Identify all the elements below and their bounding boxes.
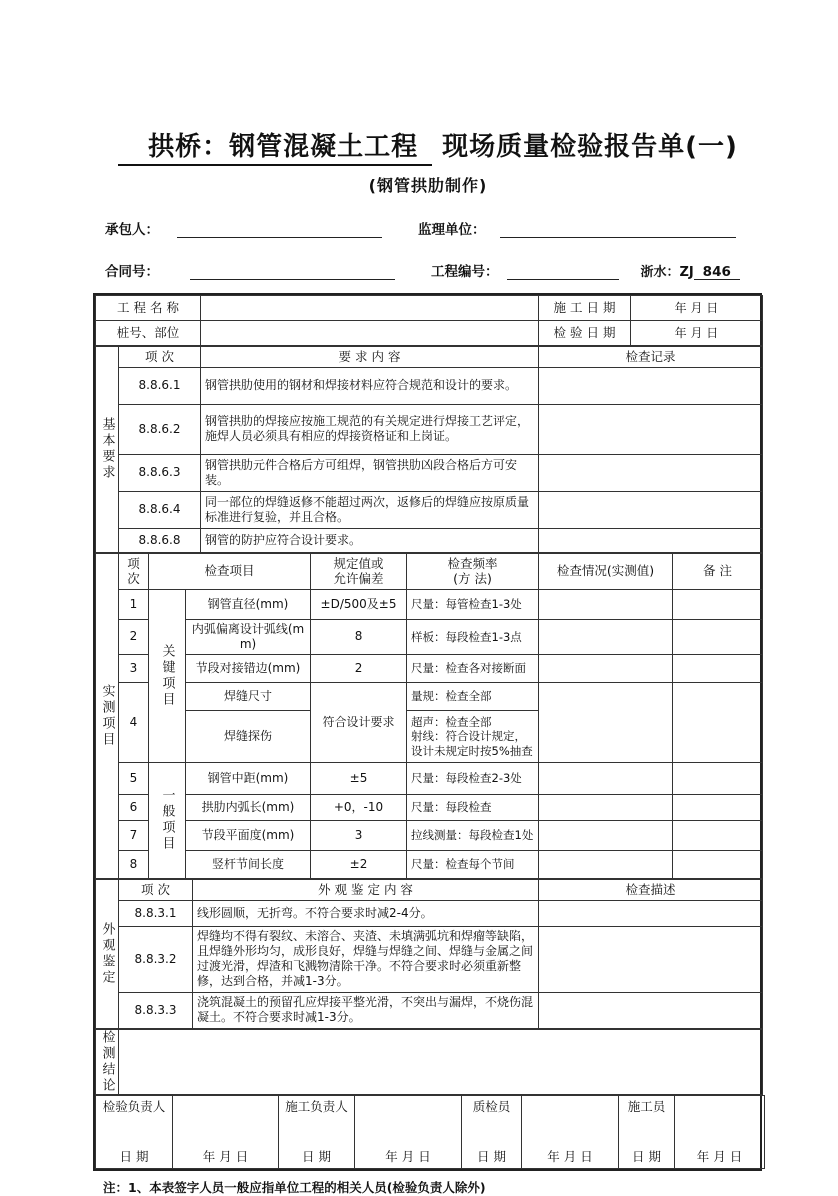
basic-section-label: 基本要求 xyxy=(96,347,119,553)
supervisor-input[interactable] xyxy=(500,222,736,238)
measure-result-cell[interactable] xyxy=(539,654,673,682)
project-no-label: 工程编号： xyxy=(431,264,499,280)
measure-item-no: 6 xyxy=(119,794,149,820)
construction-date-label: 施 工 日 期 xyxy=(539,296,631,321)
construction-date-cell[interactable]: 年 月 日 xyxy=(631,296,763,321)
appearance-header-item: 项 次 xyxy=(119,879,193,900)
footnote: 注：1、本表签字人员一般应指单位工程的相关人员(检验负责人除外) xyxy=(103,1179,486,1195)
measure-spec: 符合设计要求 xyxy=(311,682,407,762)
appearance-desc-cell[interactable] xyxy=(539,900,763,926)
measure-remark-cell[interactable] xyxy=(673,762,763,794)
appearance-table xyxy=(95,879,763,1029)
form-code-value: 846 xyxy=(694,264,740,280)
title-report-name: 现场质量检验报告单(一) xyxy=(442,132,738,162)
measure-spec: 8 xyxy=(311,619,407,654)
sign-inspection-leader-date[interactable]: 年 月 日 xyxy=(173,1095,279,1168)
contractor-label: 承包人： xyxy=(105,222,159,238)
basic-row xyxy=(96,367,763,404)
basic-item-no: 8.8.6.2 xyxy=(119,404,201,454)
measure-check-item: 内弧偏离设计弧线(mm) xyxy=(186,619,311,654)
measure-remark-cell[interactable] xyxy=(673,589,763,619)
measure-remark-cell[interactable] xyxy=(673,682,763,762)
measure-header-item-no: 项次 xyxy=(119,553,149,589)
inspection-date-cell[interactable]: 年 月 日 xyxy=(631,321,763,346)
measure-freq: 尺量：检查每个节间 xyxy=(407,850,539,878)
measure-row xyxy=(96,794,763,820)
form-code-label: 浙水：ZJ xyxy=(640,265,694,280)
appearance-section-label: 外观鉴定 xyxy=(96,879,119,1028)
measure-result-cell[interactable] xyxy=(539,850,673,878)
measure-section-label: 实测项目 xyxy=(96,553,119,878)
appearance-content: 浇筑混凝土的预留孔应焊接平整光滑，不突出与漏焊，不烧伤混凝土。不符合要求时减1-3分。 xyxy=(193,992,539,1028)
pile-cell[interactable] xyxy=(201,321,539,346)
contract-no-label: 合同号： xyxy=(105,264,159,280)
signature-table xyxy=(95,1095,765,1169)
project-name-cell[interactable] xyxy=(201,296,539,321)
measured-items-table xyxy=(95,553,763,879)
basic-header-content: 要 求 内 容 xyxy=(201,347,539,368)
appearance-content: 焊缝均不得有裂纹、未溶合、夹渣、未填满弧坑和焊瘤等缺陷，且焊缝外形均匀，成形良好，焊缝与焊缝之间、焊缝与金属之间过渡光滑，焊渣和飞溅物清除干净。不符合要求时必须重新整修，达到合格，并减1-3分。 xyxy=(193,926,539,992)
measure-spec: 3 xyxy=(311,820,407,850)
measure-remark-cell[interactable] xyxy=(673,794,763,820)
measure-item-no: 4 xyxy=(119,682,149,762)
general-items-group-label: 一般项目 xyxy=(149,762,186,878)
appearance-header-desc: 检查描述 xyxy=(539,879,763,900)
conclusion-section-label: 检测结论 xyxy=(96,1029,119,1094)
measure-spec: 2 xyxy=(311,654,407,682)
basic-requirement-text: 钢管拱肋元件合格后方可组焊，钢管拱肋凶段合格后方可安装。 xyxy=(201,454,539,491)
basic-record-cell[interactable] xyxy=(539,404,763,454)
measure-freq: 样板：每段检查1-3点 xyxy=(407,619,539,654)
sign-construction-leader: 施工负责人 日 期 xyxy=(279,1095,355,1168)
measure-remark-cell[interactable] xyxy=(673,619,763,654)
measure-header-spec: 规定值或 允许偏差 xyxy=(311,553,407,589)
measure-header-freq: 检查频率 (方 法) xyxy=(407,553,539,589)
contractor-input[interactable] xyxy=(177,222,382,238)
measure-result-cell[interactable] xyxy=(539,794,673,820)
basic-requirement-text: 钢管拱肋的焊接应按施工规范的有关规定进行焊接工艺评定，施焊人员必须具有相应的焊接资格证和上岗证。 xyxy=(201,404,539,454)
measure-row xyxy=(96,619,763,654)
appearance-header-content: 外 观 鉴 定 内 容 xyxy=(193,879,539,900)
measure-freq: 尺量：每段检查2-3处 xyxy=(407,762,539,794)
basic-record-cell[interactable] xyxy=(539,491,763,528)
field-row-2 xyxy=(93,260,763,280)
measure-spec: ±2 xyxy=(311,850,407,878)
measure-spec: ±5 xyxy=(311,762,407,794)
basic-item-no: 8.8.6.8 xyxy=(119,528,201,552)
basic-record-cell[interactable] xyxy=(539,367,763,404)
page-title xyxy=(93,126,763,163)
basic-requirement-text: 钢管拱肋使用的钢材和焊接材料应符合规范和设计的要求。 xyxy=(201,367,539,404)
basic-requirements-table xyxy=(95,346,763,553)
pile-label: 桩号、部位 xyxy=(96,321,201,346)
measure-freq: 量规：检查全部 xyxy=(407,682,539,710)
measure-header-check-item: 检查项目 xyxy=(149,553,311,589)
measure-check-item: 钢管直径(mm) xyxy=(186,589,311,619)
appearance-row xyxy=(96,992,763,1028)
appearance-item-no: 8.8.3.1 xyxy=(119,900,193,926)
measure-header-result: 检查情况(实测值) xyxy=(539,553,673,589)
basic-row xyxy=(96,528,763,552)
measure-spec: ±D/500及±5 xyxy=(311,589,407,619)
sign-quality-inspector: 质检员 日 期 xyxy=(462,1095,522,1168)
measure-check-item: 拱肋内弧长(mm) xyxy=(186,794,311,820)
measure-freq: 尺量：每段检查 xyxy=(407,794,539,820)
appearance-row xyxy=(96,900,763,926)
appearance-desc-cell[interactable] xyxy=(539,926,763,992)
sign-construction-leader-date[interactable]: 年 月 日 xyxy=(355,1095,462,1168)
basic-requirement-text: 同一部位的焊缝返修不能超过两次，返修后的焊缝应按原质量标准进行复验，并且合格。 xyxy=(201,491,539,528)
basic-row xyxy=(96,491,763,528)
measure-freq: 超声：检查全部 射线：符合设计规定，设计未规定时按5%抽查 xyxy=(407,710,539,762)
contract-no-input[interactable] xyxy=(190,264,395,280)
key-items-group-label: 关键项目 xyxy=(149,589,186,762)
measure-item-no: 1 xyxy=(119,589,149,619)
measure-item-no: 7 xyxy=(119,820,149,850)
measure-result-cell[interactable] xyxy=(539,762,673,794)
appearance-item-no: 8.8.3.2 xyxy=(119,926,193,992)
measure-remark-cell[interactable] xyxy=(673,820,763,850)
basic-item-no: 8.8.6.3 xyxy=(119,454,201,491)
conclusion-table xyxy=(95,1029,763,1095)
basic-row xyxy=(96,454,763,491)
appearance-desc-cell[interactable] xyxy=(539,992,763,1028)
basic-item-no: 8.8.6.4 xyxy=(119,491,201,528)
appearance-row xyxy=(96,926,763,992)
measure-result-cell[interactable] xyxy=(539,619,673,654)
measure-result-cell[interactable] xyxy=(539,589,673,619)
measure-freq: 尺量：每管检查1-3处 xyxy=(407,589,539,619)
inspection-date-label: 检 验 日 期 xyxy=(539,321,631,346)
basic-requirement-text: 钢管的防护应符合设计要求。 xyxy=(201,528,539,552)
measure-freq: 尺量：检查各对接断面 xyxy=(407,654,539,682)
basic-record-cell[interactable] xyxy=(539,528,763,552)
measure-spec: +0，-10 xyxy=(311,794,407,820)
measure-item-no: 8 xyxy=(119,850,149,878)
measure-row xyxy=(96,682,763,710)
measure-header-remark: 备 注 xyxy=(673,553,763,589)
measure-check-item: 节段平面度(mm) xyxy=(186,820,311,850)
supervisor-label: 监理单位： xyxy=(418,222,486,238)
basic-item-no: 8.8.6.1 xyxy=(119,367,201,404)
measure-row xyxy=(96,654,763,682)
basic-record-cell[interactable] xyxy=(539,454,763,491)
sign-quality-inspector-date[interactable]: 年 月 日 xyxy=(522,1095,619,1168)
measure-item-no: 3 xyxy=(119,654,149,682)
project-no-input[interactable] xyxy=(507,264,619,280)
measure-row xyxy=(96,589,763,619)
info-table xyxy=(95,295,763,346)
basic-row xyxy=(96,404,763,454)
measure-check-item: 焊缝探伤 xyxy=(186,710,311,762)
sign-inspection-leader: 检验负责人 日 期 xyxy=(96,1095,173,1168)
basic-header-item: 项 次 xyxy=(119,347,201,368)
measure-row xyxy=(96,762,763,794)
measure-item-no: 2 xyxy=(119,619,149,654)
measure-check-item: 节段对接错边(mm) xyxy=(186,654,311,682)
sign-constructor-date[interactable]: 年 月 日 xyxy=(675,1095,765,1168)
measure-row xyxy=(96,820,763,850)
page-subtitle: (钢管拱肋制作) xyxy=(368,176,488,195)
appearance-item-no: 8.8.3.3 xyxy=(119,992,193,1028)
field-row-1 xyxy=(93,218,763,238)
project-name-label: 工 程 名 称 xyxy=(96,296,201,321)
appearance-content: 线形圆顺，无折弯。不符合要求时减2-4分。 xyxy=(193,900,539,926)
report-table xyxy=(93,293,762,1171)
measure-row xyxy=(96,850,763,878)
measure-result-cell[interactable] xyxy=(539,820,673,850)
measure-item-no: 5 xyxy=(119,762,149,794)
measure-check-item: 焊缝尺寸 xyxy=(186,682,311,710)
measure-result-cell[interactable] xyxy=(539,682,673,762)
title-project-type: 拱桥：钢管混凝土工程 xyxy=(118,132,432,166)
sign-constructor: 施工员 日 期 xyxy=(619,1095,675,1168)
measure-remark-cell[interactable] xyxy=(673,654,763,682)
measure-remark-cell[interactable] xyxy=(673,850,763,878)
measure-check-item: 竖杆节间长度 xyxy=(186,850,311,878)
measure-freq: 拉线测量：每段检查1处 xyxy=(407,820,539,850)
conclusion-cell[interactable] xyxy=(119,1029,763,1094)
measure-check-item: 钢管中距(mm) xyxy=(186,762,311,794)
basic-header-record: 检查记录 xyxy=(539,347,763,368)
